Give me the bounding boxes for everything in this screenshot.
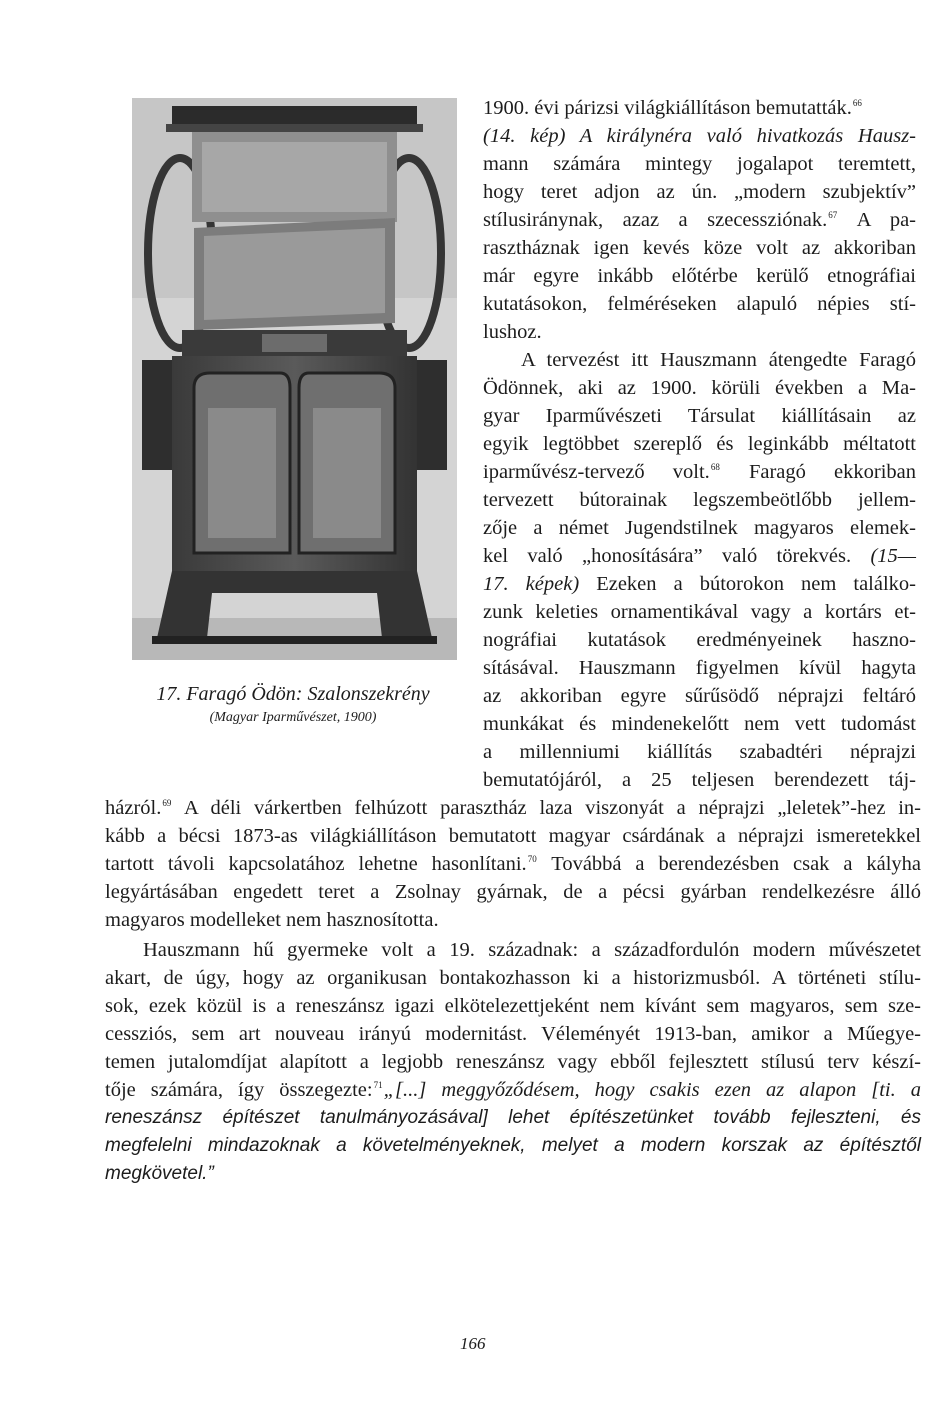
footnote-ref-68: 68 — [710, 462, 720, 473]
full-line-1: házról.$^{69}$ A déli várkertben felhúzott parasztház laza viszonyát a néprajzi „leletek”-hez in- — [105, 797, 921, 819]
footnote-ref-67: 67 — [828, 210, 838, 221]
full-line-10: temen jutalomdíjat alapított a legjobb reneszánsz vagy ebből fejlesztett stílusú terv készí- — [105, 1051, 921, 1073]
full-line-5: magyaros modelleket nem hasznosította. — [105, 909, 439, 931]
caption-title — [108, 682, 478, 706]
column-line-23: munkákat és mindenekelőtt nem vett tudomást — [483, 713, 916, 735]
cabinet-photo — [132, 98, 457, 660]
caption-number: 17. — [156, 683, 182, 705]
figure-caption — [108, 682, 478, 728]
full-line-6: Hauszmann hű gyermeke volt a 19. századnak: a századfordulón modern művészetet — [143, 939, 921, 961]
footnote-ref-69: 69 — [162, 798, 172, 809]
column-line-14: iparművész-tervező volt.$^{68}$ Faragó ekkoriban — [483, 461, 917, 483]
column-line-2: (14. kép) A királynéra való hivatkozás Hausz- — [483, 125, 916, 147]
column-line-24: a millenniumi kiállítás szabadtéri néprajzi — [483, 741, 916, 763]
full-line-8: sok, ezek közül is a reneszánsz igazi elkötelezettjeként nem kívánt sem magyaros, sem sze- — [105, 995, 921, 1017]
full-line-11: tője számára, így összegezte:$^{71}$„[...] meggyőződésem, hogy csakis ezen az alapon [ti. a — [105, 1079, 921, 1101]
footnote-ref-71: 71 — [373, 1080, 383, 1091]
column-line-6: rasztháznak igen kevés köze volt az akkoriban — [483, 237, 916, 259]
column-line-18: 17. képek) Ezeken a bútorokon nem találko- — [483, 573, 916, 595]
column-line-15: tervezett bútorainak legszembeötlőbb jellem- — [483, 489, 916, 511]
column-line-9: lushoz. — [483, 321, 542, 343]
caption-text: Faragó Ödön: Szalonszekrény — [186, 683, 430, 705]
column-line-17: kel való „honosítására” való törekvés. (15— — [483, 545, 916, 567]
column-line-20: nográfiai kutatások eredményeinek haszno- — [483, 629, 916, 651]
full-line-14: megkövetel.” — [105, 1163, 214, 1184]
column-line-16: zője a német Jugendstilnek magyaros elemek- — [483, 517, 916, 539]
full-line-3: tartott távoli kapcsolatához lehetne hasonlítani.$^{70}$ Továbbá a berendezésben csak a kályha — [105, 853, 921, 875]
footnote-ref-66: 66 — [852, 98, 862, 109]
column-line-21: sításával. Hauszmann figyelmen kívül hagyta — [483, 657, 916, 679]
column-line-13: egyik legtöbbet szereplő és leginkább méltatott — [483, 433, 916, 455]
footnote-ref-70: 70 — [527, 854, 537, 865]
column-line-8: kutatásokon, felméréseken alapuló népies stí- — [483, 293, 916, 315]
column-line-11: Ödönnek, aki az 1900. körüli években a Ma- — [483, 377, 916, 399]
column-line-25: bemutatójáról, a 25 teljesen berendezett táj- — [483, 769, 916, 791]
caption-source: (Magyar Iparművészet, 1900) — [209, 710, 377, 725]
full-line-2: kább a bécsi 1873-as világkiállításon bemutatott magyar csárdának a néprajzi ismeretekkel — [105, 825, 921, 847]
column-line-1: 1900. évi párizsi világkiállításon bemutatták.$^{66}$ — [483, 97, 862, 119]
column-line-4: hogy teret adjon az ún. „modern szubjektív” — [483, 181, 916, 203]
column-line-19: zunk keleties ornamentikával vagy a kortárs et- — [483, 601, 916, 623]
page-number: 166 — [460, 1334, 486, 1353]
full-line-9: cessziós, sem art nouveau irányú modernitást. Véleményét 1913-ban, amikor a Műegye- — [105, 1023, 921, 1045]
full-line-4: legyártásában engedett teret a Zsolnay gyárnak, de a pécsi gyárban rendelkezésre álló — [105, 881, 921, 903]
column-line-12: gyar Iparművészeti Társulat kiállításain az — [483, 405, 916, 427]
full-line-7: akart, de úgy, hogy az organikusan bontakozhasson ki a historizmusból. A történeti stílu- — [105, 967, 921, 989]
column-line-5: stílusiránynak, azaz a szecessziónak.$^{67}$ A pa- — [483, 209, 916, 231]
column-line-7: már egyre inkább előtérbe kerülő etnográfiai — [483, 265, 916, 287]
full-line-12: reneszánsz építészet tanulmányozásával] lehet építészetünket tovább fejleszteni, és — [105, 1107, 921, 1128]
column-line-3: mann számára mintegy jogalapot teremtett, — [483, 153, 916, 175]
column-line-22: az akkoriban egyre sűrűsödő néprajzi feltáró — [483, 685, 916, 707]
column-line-10: A tervezést itt Hauszmann átengedte Faragó — [521, 349, 916, 371]
full-line-13: megfelelni mindazoknak a követelményeknek, melyet a modern korszak az építésztől — [105, 1135, 921, 1156]
